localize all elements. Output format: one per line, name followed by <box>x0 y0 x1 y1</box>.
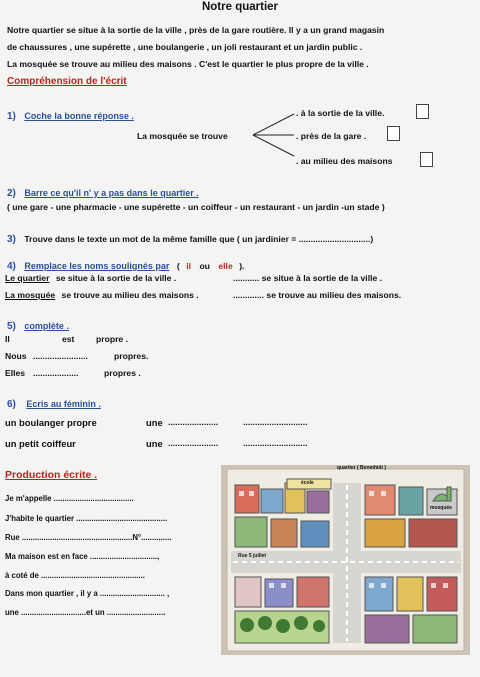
production-line-3[interactable]: Rue ...................................................N°.............. <box>5 533 172 542</box>
page-title: Notre quartier <box>201 1 279 13</box>
question-4-paren-close: ). <box>239 261 245 271</box>
question-6-une-1: une <box>146 417 163 428</box>
production-line-6[interactable]: Dans mon quartier , il y a .............................. , <box>5 589 170 598</box>
question-6-blank-1b[interactable]: ........................... <box>243 417 308 427</box>
production-heading: Production écrite . <box>5 469 98 481</box>
question-4-answer-1[interactable]: ........... se situe à la sortie de la ville . <box>233 273 383 283</box>
neighborhood-map-photo <box>221 465 470 655</box>
question-1-instruction: Coche la bonne réponse . <box>24 111 134 121</box>
question-6-blank-2a[interactable]: ..................... <box>168 438 219 448</box>
question-6-item-2: un petit coiffeur <box>5 438 76 449</box>
underlined-noun-1: Le quartier <box>5 273 50 283</box>
question-5-adj-1: propre . <box>96 334 128 344</box>
map-label-ecole: école <box>301 480 314 486</box>
question-5-subject-2: Nous <box>5 351 27 361</box>
production-line-2[interactable]: J'habite le quartier .......................................... <box>5 514 168 523</box>
question-3 <box>7 229 373 247</box>
map-title: quartier ( Benmhidi ) <box>337 465 386 471</box>
question-5-verb-1: est <box>62 334 75 344</box>
question-5-blank-3[interactable]: ................... <box>33 368 79 378</box>
option-3-checkbox[interactable] <box>420 152 433 167</box>
map-label-mosquee: mosquée <box>430 505 452 511</box>
question-2 <box>7 183 199 201</box>
question-4-paren-open: ( <box>176 261 180 271</box>
question-1-option-2: . près de la gare . <box>296 131 367 141</box>
question-4 <box>7 256 244 274</box>
question-6 <box>7 394 101 412</box>
question-1-option-1: . à la sortie de la ville. <box>296 108 385 118</box>
question-6-instruction: Ecris au féminin . <box>26 399 101 409</box>
question-1 <box>7 106 134 124</box>
pronoun-elle: elle <box>218 261 233 271</box>
question-5-instruction: complète . <box>24 321 69 331</box>
question-3-number: 3) <box>7 234 16 245</box>
question-2-number: 2) <box>7 188 16 199</box>
question-5-subject-3: Elles <box>5 368 26 378</box>
question-4-line-2: La mosquée se trouve au milieu des maisons . <box>5 290 199 300</box>
question-5 <box>7 316 69 334</box>
question-5-number: 5) <box>7 321 16 332</box>
question-1-option-3: . au milieu des maisons <box>296 156 393 166</box>
question-2-instruction: Barre ce qu'il n' y a pas dans le quartier . <box>24 188 199 198</box>
production-line-1[interactable]: Je m'appelle ..................................... <box>5 494 134 503</box>
production-line-7[interactable]: une ..............................et un ........................... <box>5 608 166 617</box>
question-6-blank-2b[interactable]: ........................... <box>243 438 308 448</box>
question-5-subject-1: Il <box>5 334 10 344</box>
question-5-adj-2: propres. <box>114 351 149 361</box>
underlined-noun-2: La mosquée <box>5 290 56 300</box>
question-4-line-1: Le quartier se situe à la sortie de la ville . <box>5 273 177 283</box>
question-4-instruction: Remplace les noms soulignés par <box>24 261 170 271</box>
question-1-number: 1) <box>7 111 16 122</box>
question-4-ou: ou <box>199 261 210 271</box>
question-2-list: ( une gare - une pharmacie - une supérette - un coiffeur - un restaurant - un jardin -un stade ) <box>7 202 385 212</box>
question-5-adj-3: propres . <box>104 368 141 378</box>
neighborhood-map-drawing <box>221 465 470 655</box>
map-label-rue: Rue 5 juillet <box>238 553 267 559</box>
production-line-5[interactable]: à coté de ................................................ <box>5 571 145 580</box>
question-6-item-1: un boulanger propre <box>5 417 97 428</box>
comprehension-heading: Compréhension de l'écrit <box>7 76 127 87</box>
paragraph-line-1: Notre quartier se situe à la sortie de la ville , près de la gare routière. Il y a un grand magasin <box>7 25 385 35</box>
question-6-blank-1a[interactable]: ..................... <box>168 417 219 427</box>
question-4-answer-2[interactable]: ............. se trouve au milieu des maisons. <box>233 290 402 300</box>
question-1-stem: La mosquée se trouve <box>137 131 228 141</box>
question-1-branch-lines <box>250 109 300 161</box>
option-2-checkbox[interactable] <box>387 126 400 141</box>
paragraph-line-3: La mosquée se trouve au milieu des maisons . C'est le quartier le plus propre de la ville . <box>7 59 369 69</box>
question-5-blank-2[interactable]: ....................... <box>33 351 88 361</box>
question-3-text: Trouve dans le texte un mot de la même famille que ( un jardinier = ..............................) <box>24 234 374 244</box>
question-6-une-2: une <box>146 438 163 449</box>
option-1-checkbox[interactable] <box>416 104 429 119</box>
pronoun-il: il <box>186 261 191 271</box>
paragraph-line-2: de chaussures , une supérette , une boulangerie , un joli restaurant et un jardin public . <box>7 42 363 52</box>
question-6-number: 6) <box>7 399 16 410</box>
production-line-4[interactable]: Ma maison est en face ..............................., <box>5 552 160 561</box>
question-4-number: 4) <box>7 261 16 272</box>
